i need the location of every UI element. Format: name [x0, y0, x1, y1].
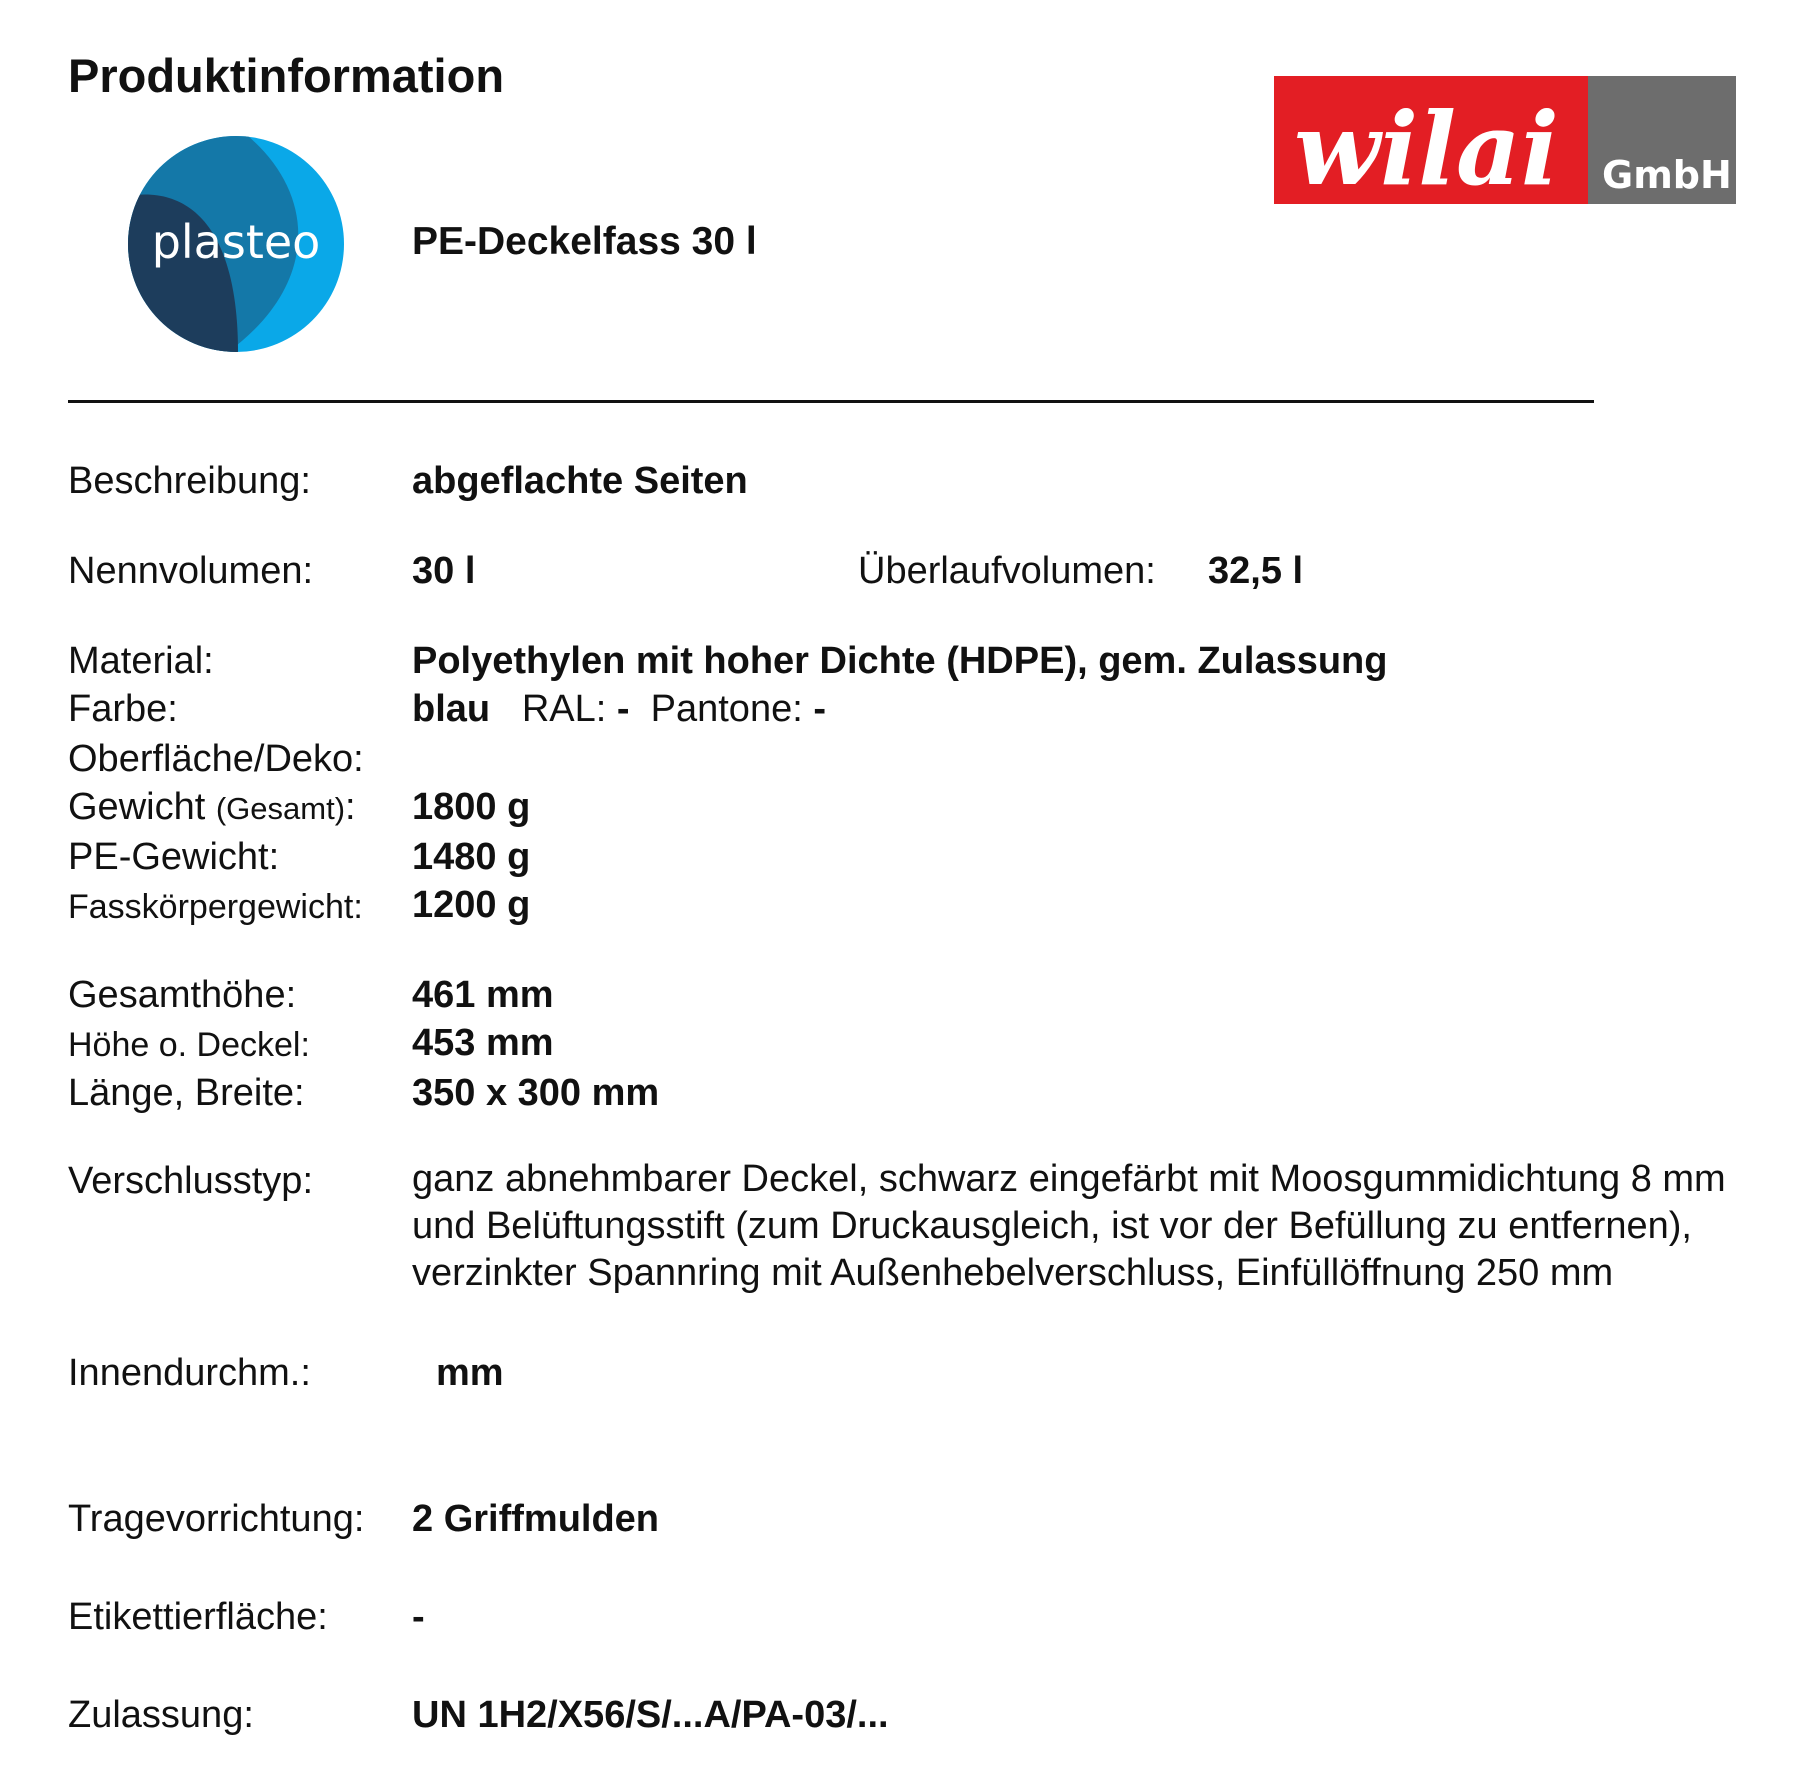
ral-value: - [616, 688, 630, 730]
verschlusstyp-label: Verschlusstyp: [68, 1160, 313, 1202]
innendurchm-value: mm [436, 1352, 504, 1394]
hoehe-o-deckel-value: 453 mm [412, 1022, 554, 1064]
gewicht-value: 1800 g [412, 786, 531, 828]
ueberlaufvolumen-value: 32,5 l [1208, 550, 1304, 592]
page-title: Produktinformation [68, 49, 505, 102]
pe-gewicht-value: 1480 g [412, 836, 531, 878]
wilai-logo-text: wilai [1294, 90, 1559, 204]
divider [68, 400, 1594, 403]
etikettierflaeche-label: Etikettierfläche: [68, 1596, 328, 1638]
material-value: Polyethylen mit hoher Dichte (HDPE), gem. Zulassung [412, 640, 1388, 682]
ueberlaufvolumen-label: Überlaufvolumen: [858, 550, 1156, 592]
nennvolumen-value: 30 l [412, 550, 476, 592]
tragevorrichtung-value: 2 Griffmulden [412, 1498, 660, 1540]
verschlusstyp-value: ganz abnehmbarer Deckel, schwarz eingefärbt mit Moosgummidichtung 8 mm und Belüftungsstift (zum Druckausgleich, ist vor der Befüllung zu entfernen), verzinkter Spannring mit Außenhebelverschluss, Einfüllöffnung 250 mm [412, 1158, 1726, 1294]
laenge-breite-label: Länge, Breite: [68, 1072, 305, 1114]
laenge-breite-value: 350 x 300 mm [412, 1072, 660, 1114]
fasskoerpergewicht-label: Fasskörpergewicht: [68, 888, 363, 926]
gewicht-label-colon: : [345, 786, 356, 828]
pantone-label: Pantone: [650, 688, 803, 730]
hoehe-o-deckel-label: Höhe o. Deckel: [68, 1026, 310, 1064]
gesamthoehe-label: Gesamthöhe: [68, 974, 297, 1016]
ral-label: RAL: [521, 688, 607, 730]
innendurchm-label: Innendurchm.: [68, 1352, 311, 1394]
etikettierflaeche-value: - [412, 1596, 425, 1638]
material-label: Material: [68, 640, 214, 682]
product-name: PE-Deckelfass 30 l [412, 220, 757, 263]
wilai-logo-suffix: GmbH [1602, 153, 1732, 197]
beschreibung-value: abgeflachte Seiten [412, 460, 748, 502]
gewicht-label [68, 786, 356, 829]
zulassung-value: UN 1H2/X56/S/...A/PA-03/... [412, 1694, 889, 1736]
farbe-row [412, 688, 826, 731]
gewicht-label-main: Gewicht [68, 786, 206, 828]
tragevorrichtung-label: Tragevorrichtung: [68, 1498, 365, 1540]
beschreibung-label: Beschreibung: [68, 460, 311, 502]
pantone-value: - [813, 688, 826, 730]
farbe-label: Farbe: [68, 688, 178, 730]
plasteo-logo-text: plasteo [151, 215, 321, 269]
farbe-value: blau [412, 688, 491, 730]
fasskoerpergewicht-value: 1200 g [412, 884, 531, 926]
gewicht-label-sub: (Gesamt) [215, 791, 346, 826]
oberflaeche-label: Oberfläche/Deko: [68, 738, 364, 780]
gesamthoehe-value: 461 mm [412, 974, 554, 1016]
pe-gewicht-label: PE-Gewicht: [68, 836, 280, 878]
zulassung-label: Zulassung: [68, 1694, 254, 1736]
plasteo-logo [128, 136, 344, 352]
nennvolumen-label: Nennvolumen: [68, 550, 314, 592]
wilai-logo [1274, 76, 1736, 204]
